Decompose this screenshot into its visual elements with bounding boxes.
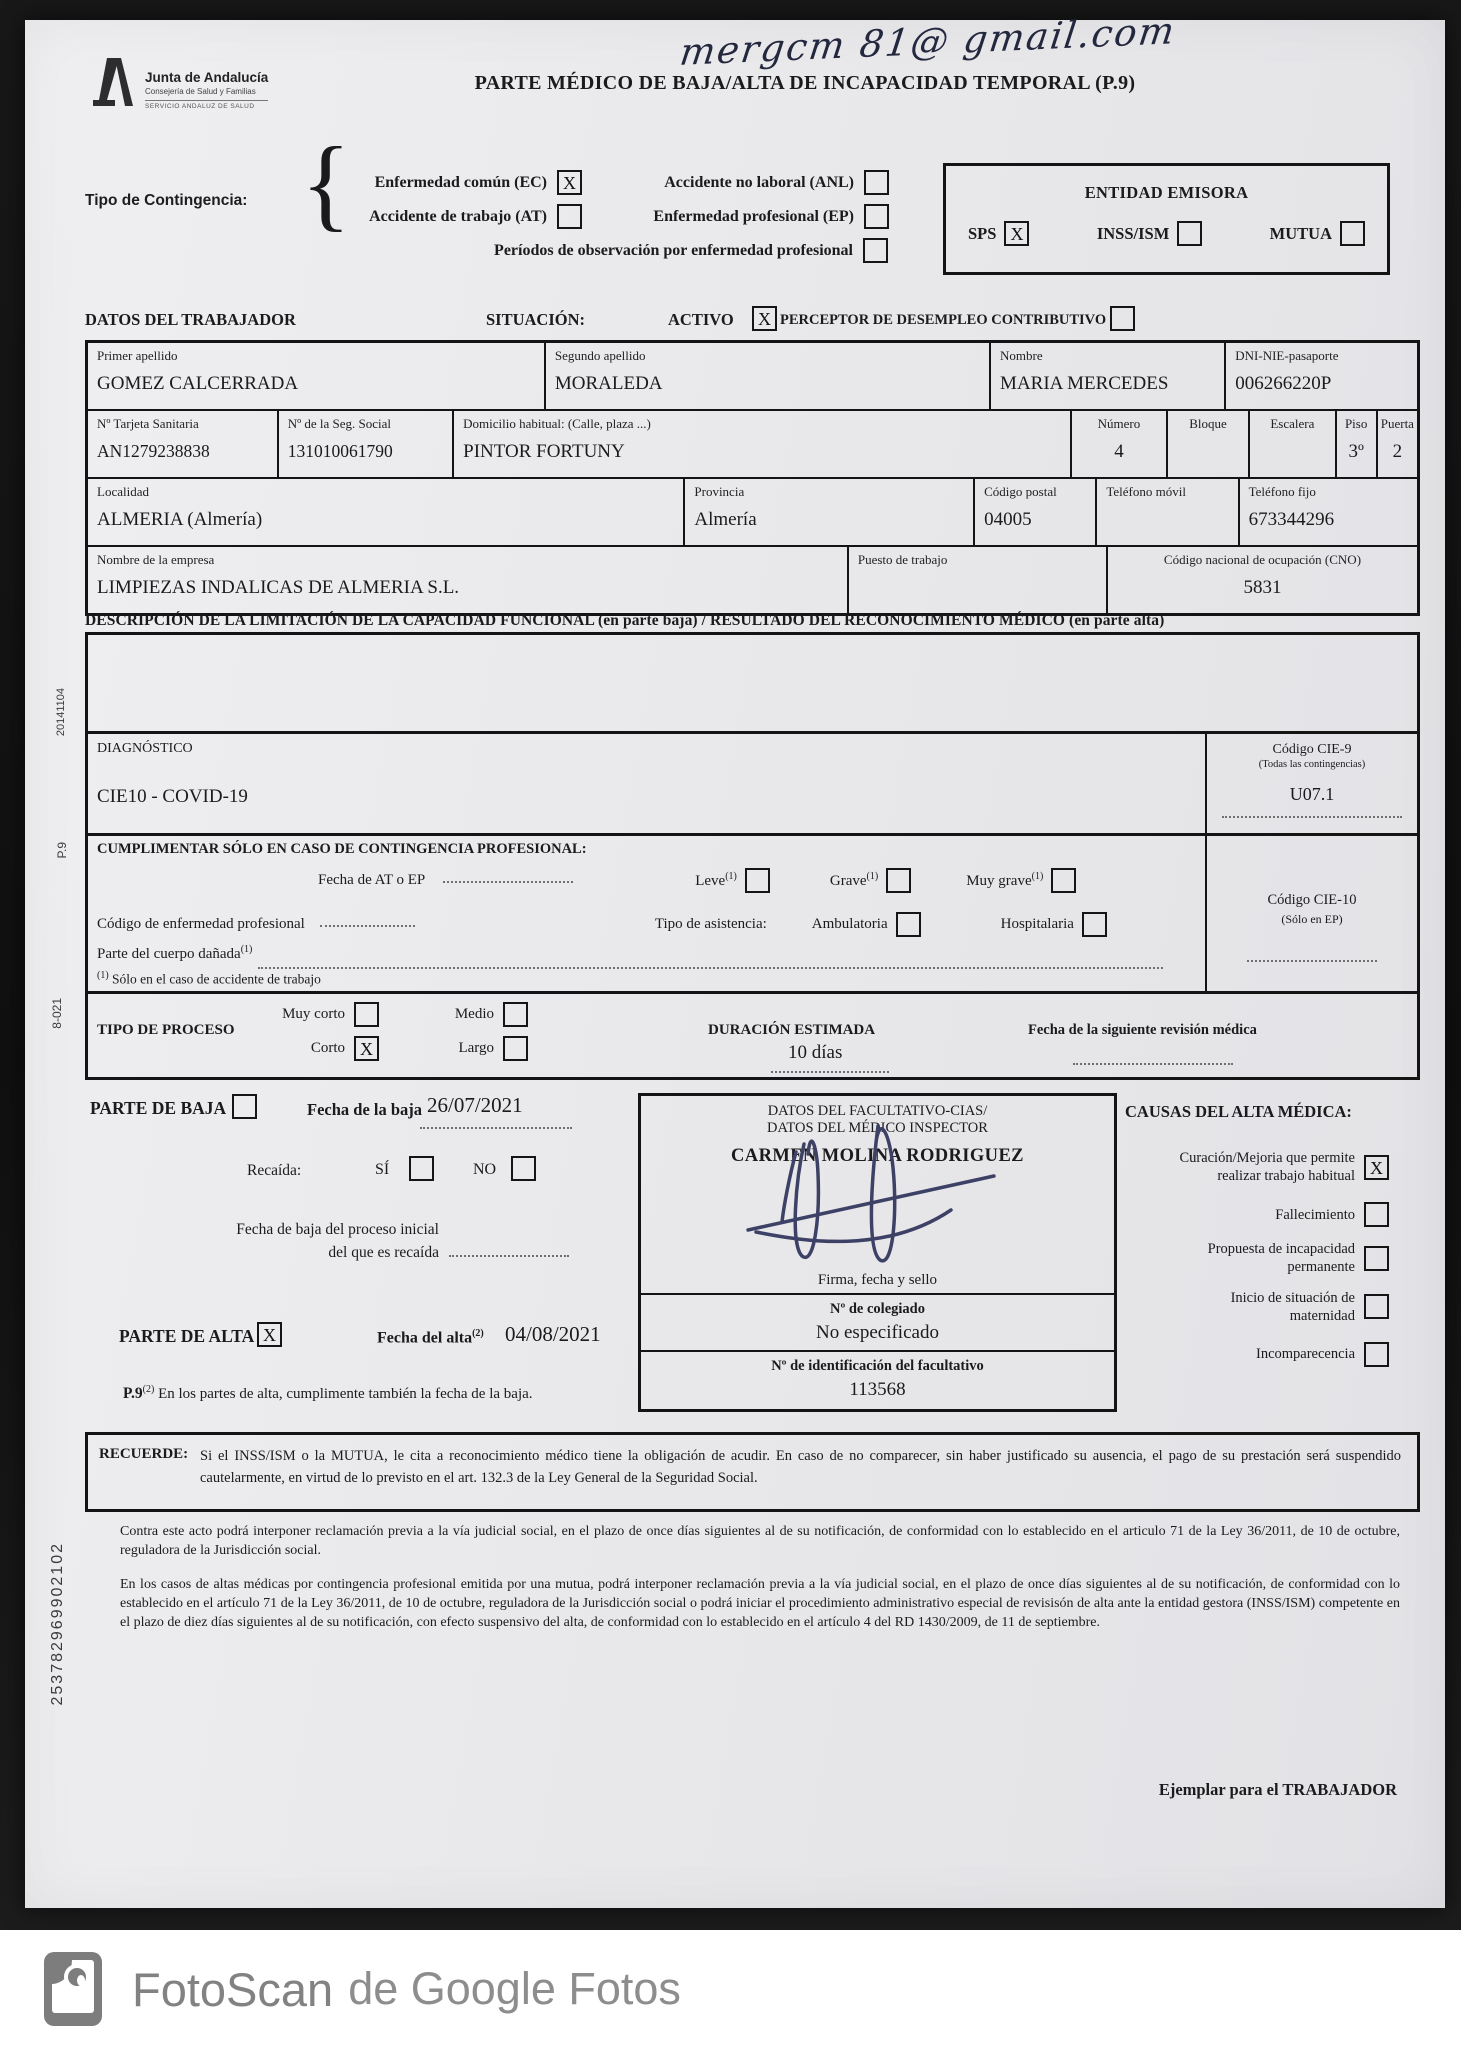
cie9-label: Código CIE-9 (1272, 742, 1352, 757)
causa-item: Incomparecencia (1125, 1342, 1389, 1367)
checkbox-muy-corto (354, 1002, 379, 1027)
facultativo-title-2: DATOS DEL MÉDICO INSPECTOR (767, 1120, 988, 1136)
checkbox-ec: X (557, 170, 582, 195)
field-label: Código nacional de ocupación (CNO) (1163, 552, 1362, 567)
legal-paragraph-1: Contra este acto podrá interponer reclamación previa a la vía judicial social, en el plazo de once días siguientes al de su notificación, de conformidad con lo establecido en el articulo 71 de la Ley 36/2011, de 10 de octubre, reguladora de la Jurisdicción social. (120, 1524, 1400, 1559)
entidad-title: ENTIDAD EMISORA (1084, 183, 1249, 202)
fecha-at-label: Fecha de AT o EP (318, 872, 426, 888)
document-title: PARTE MÉDICO DE BAJA/ALTA DE INCAPACIDAD TEMPORAL (P.9) (474, 72, 1136, 94)
option-at-label: Accidente de trabajo (AT) (369, 207, 547, 225)
contingencia-options (357, 170, 889, 272)
checkbox-parte-baja (232, 1094, 257, 1119)
field-value: 04005 (984, 509, 1032, 530)
tipo-proceso-label: TIPO DE PROCESO (97, 1022, 235, 1038)
checkbox-parte-alta: X (257, 1322, 282, 1347)
cie10-label: Código CIE-10 (1267, 892, 1357, 908)
activo-label: ACTIVO (668, 310, 734, 329)
cie9-sublabel: (Todas las contingencias) (1258, 759, 1366, 770)
logo-dept: Consejería de Salud y Familias (145, 87, 256, 96)
descripcion-title: DESCRIPCIÓN DE LA LIMITACIÓN DE LA CAPACIDAD FUNCIONAL (en parte baja) / RESULTADO DEL RECONOCIMIENTO MÉDICO (en parte alta) (85, 612, 1165, 629)
checkbox-ep (864, 204, 889, 229)
trabajador-section-title: DATOS DEL TRABAJADOR (85, 310, 296, 329)
facultativo-box (638, 1093, 1117, 1412)
colegiado-label: Nº de colegiado (829, 1301, 925, 1317)
checkbox-anl (864, 170, 889, 195)
field-label: Nº de la Seg. Social (287, 416, 392, 431)
table-row (88, 477, 1417, 545)
dotted-line (258, 964, 1163, 969)
dotted-line (449, 1252, 569, 1257)
causa-item: Fallecimiento (1125, 1202, 1389, 1227)
sps-label: SPS (968, 223, 997, 243)
table-row (88, 409, 1417, 477)
option-anl-label: Accidente no laboral (ANL) (664, 173, 854, 191)
si-label: SÍ (375, 1161, 390, 1178)
cie10-sublabel: (Sólo en EP) (1281, 912, 1343, 926)
field-label: Puesto de trabajo (857, 552, 948, 567)
field-value: 2 (1392, 441, 1403, 462)
parte-baja-title: PARTE DE BAJA (90, 1098, 227, 1118)
side-code-top: 20141104 (55, 688, 67, 737)
checkbox-maternidad (1364, 1294, 1389, 1319)
field-label: Escalera (1270, 416, 1315, 431)
dotted-line (420, 1124, 572, 1129)
checkbox-leve (745, 868, 770, 893)
scanned-document[interactable] (25, 9, 1445, 1908)
field-value: 5831 (1243, 577, 1282, 598)
field-label: Nombre de la empresa (97, 552, 215, 567)
causa-item: Propuesta de incapacidad permanente (1125, 1240, 1389, 1276)
cie9-value: U07.1 (1289, 784, 1335, 804)
checkbox-corto: X (354, 1036, 379, 1061)
fotoscan-icon (44, 1952, 102, 2026)
muy-corto-label: Muy corto (282, 1006, 345, 1022)
duracion-label: DURACIÓN ESTIMADA (708, 1022, 876, 1038)
field-label: Teléfono móvil (1106, 484, 1186, 499)
parte-alta-title: PARTE DE ALTA (119, 1326, 255, 1346)
table-row (88, 545, 1417, 613)
facultativo-title-1: DATOS DEL FACULTATIVO-CIAS/ (767, 1103, 988, 1119)
checkbox-incapacidad (1364, 1246, 1389, 1271)
brace-glyph: { (301, 126, 351, 241)
colegiado-value: No especificado (816, 1322, 939, 1343)
legal-text (120, 1522, 1400, 1633)
checkbox-grave (886, 868, 911, 893)
field-label: Primer apellido (97, 348, 178, 363)
diagnostico-area (88, 731, 1417, 833)
field-value: 673344296 (1248, 509, 1335, 530)
field-label: Bloque (1189, 416, 1227, 431)
corto-label: Corto (310, 1040, 345, 1056)
field-value: MARIA MERCEDES (1000, 373, 1169, 394)
side-code-barcode-number: 253782969902102 (49, 1542, 66, 1706)
field-value: PINTOR FORTUNY (463, 441, 625, 462)
field-value: ALMERIA (Almería) (97, 509, 263, 530)
checkbox-si (409, 1156, 434, 1181)
field-value: Almería (694, 509, 757, 530)
recuerde-text: Si el INSS/ISM o la MUTUA, le cita a reconocimiento médico tiene la obligación de acudir. En caso de no comparecer, sin haber justificado su ausencia, el pago de su prestación será suspendido cautelarmente, en virtud de lo previsto en el art. 132.3 de la Ley General de la Seguridad Social. (200, 1448, 1401, 1486)
codigo-ep-label: Código de enfermedad profesional (97, 916, 305, 932)
field-label: Teléfono fijo (1248, 484, 1316, 499)
checkbox-perceptor (1110, 306, 1135, 331)
field-label: Número (1097, 416, 1141, 431)
option-obs-label: Períodos de observación por enfermedad profesional (494, 241, 853, 259)
field-value: GOMEZ CALCERRADA (97, 373, 299, 394)
field-value: 131010061790 (287, 441, 393, 461)
checkbox-fallecimiento (1364, 1202, 1389, 1227)
legal-paragraph-2: En los casos de altas médicas por contingencia profesional emitida por una mutua, podrá interponer reclamación previa a la vía judicial social, en el plazo de once días siguientes al de su notificación, de conformidad con lo establecido en el artículo 71 de la Ley 36/2011, de 10 de octubre, reguladora de la Jurisdicción social o podrá iniciar el procedimiento administrativo especial de revisisón de alta ante la entidad gestora (INSS/ISM) competente en el plazo de diez días siguientes al de su notificación, con efecto suspensivo del alta, de conformidad con lo establecido en el artículo 4 del RD 1430/2009, de 11 de septiembre. (120, 1576, 1400, 1631)
duracion-value: 10 días (788, 1042, 843, 1063)
checkbox-activo: X (752, 306, 777, 331)
handwritten-email: mergcm 81@ gmail.com (677, 9, 1179, 74)
checkbox-inss (1177, 221, 1202, 246)
field-value: LIMPIEZAS INDALICAS DE ALMERIA S.L. (97, 577, 460, 598)
descripcion-area (88, 635, 1417, 731)
logo-org: SERVICIO ANDALUZ DE SALUD (145, 100, 268, 110)
id-facultativo-label: Nº de identificación del facultativo (771, 1358, 984, 1374)
causa-item: Inicio de situación de maternidad (1125, 1289, 1389, 1325)
option-ep-label: Enfermedad profesional (EP) (653, 207, 854, 225)
footnote: $^{(1)}$ Sólo en el caso de accidente de trabajo (97, 970, 321, 987)
ejemplar-label: Ejemplar para el TRABAJADOR (1158, 1780, 1397, 1799)
checkbox-mutua (1340, 221, 1365, 246)
field-label: Domicilio habitual: (Calle, plaza ...) (463, 416, 651, 431)
causas-alta-section (1125, 1102, 1389, 1367)
p9-footnote: P.9$^{(2)}$ En los partes de alta, cumplimente también la fecha de la baja. (123, 1384, 533, 1402)
dotted-line (1073, 1060, 1233, 1065)
trabajador-table (85, 340, 1420, 616)
clinical-box (85, 632, 1420, 1080)
recaida-label: Recaída: (247, 1162, 302, 1179)
side-code-p9: P.9 (55, 842, 69, 859)
field-value: AN1279238838 (97, 441, 210, 461)
parte-cuerpo-label: Parte del cuerpo dañada$^{(1)}$ (97, 944, 253, 962)
field-label: Puerta (1380, 416, 1414, 431)
checkbox-at (557, 204, 582, 229)
fotoscan-icon-lens (64, 1964, 90, 1990)
field-label: Nombre (1000, 348, 1043, 363)
checkbox-muy-grave (1051, 868, 1076, 893)
muy-grave-label: Muy grave$^{(1)}$ (966, 871, 1044, 889)
field-label: Localidad (97, 484, 149, 499)
field-label: Código postal (984, 484, 1057, 499)
hospitalaria-label: Hospitalaria (1000, 916, 1074, 932)
checkbox-obs (863, 238, 888, 263)
id-facultativo-value: 113568 (849, 1379, 906, 1400)
field-value: MORALEDA (554, 373, 663, 394)
checkbox-incomparecencia (1364, 1342, 1389, 1367)
fecha-alta-value: 04/08/2021 (505, 1322, 601, 1346)
proceso-inicial-label: Fecha de baja del proceso inicial del que es recaída (236, 1221, 439, 1262)
causas-title: CAUSAS DEL ALTA MÉDICA: (1125, 1102, 1352, 1121)
junta-logo-icon (85, 56, 137, 114)
dotted-line (443, 878, 573, 883)
checkbox-curacion: X (1364, 1155, 1389, 1180)
recuerde-label: RECUERDE: (99, 1446, 189, 1462)
option-ec-label: Enfermedad común (EC) (374, 173, 547, 191)
revision-label: Fecha de la siguiente revisión médica (1028, 1022, 1257, 1038)
dotted-line (771, 1068, 889, 1073)
leve-label: Leve$^{(1)}$ (695, 871, 737, 889)
field-value: 3º (1348, 441, 1364, 462)
tipo-proceso-area (88, 991, 1417, 1077)
fecha-baja-label: Fecha de la baja (307, 1100, 423, 1119)
no-label: NO (473, 1161, 497, 1178)
diagnostico-label: DIAGNÓSTICO (97, 741, 193, 756)
checkbox-largo (503, 1036, 528, 1061)
entidad-emisora-box (943, 163, 1390, 275)
field-label: Provincia (694, 484, 745, 499)
recuerde-box (85, 1432, 1420, 1512)
checkbox-hospitalaria (1082, 912, 1107, 937)
mutua-label: MUTUA (1269, 223, 1332, 243)
field-value: 4 (1114, 441, 1124, 462)
diagnostico-value: CIE10 - COVID-19 (97, 786, 248, 807)
grave-label: Grave$^{(1)}$ (829, 871, 879, 889)
checkbox-sps: X (1004, 221, 1029, 246)
ambulatoria-label: Ambulatoria (811, 916, 888, 932)
fotoscan-suffix: de Google Fotos (348, 1963, 681, 2014)
field-label: DNI-NIE-pasaporte (1235, 348, 1339, 363)
facultativo-name: CARMEN MOLINA RODRIGUEZ (731, 1146, 1024, 1166)
contingencia-profesional-area (88, 833, 1417, 991)
checkbox-medio (503, 1002, 528, 1027)
causa-item: Curación/Mejoria que permite realizar trabajo habitual X (1125, 1149, 1389, 1185)
medio-label: Medio (454, 1006, 494, 1022)
situacion-label: SITUACIÓN: (486, 310, 586, 329)
checkbox-ambulatoria (896, 912, 921, 937)
inss-label: INSS/ISM (1096, 223, 1170, 243)
dotted-line (1222, 813, 1402, 818)
contingencia-label: Tipo de Contingencia: (85, 192, 248, 209)
junta-andalucia-logo (85, 56, 268, 114)
field-label: Piso (1344, 416, 1368, 431)
fecha-baja-value: 26/07/2021 (427, 1093, 523, 1117)
signature (726, 1114, 1036, 1274)
field-label: Nº Tarjeta Sanitaria (97, 416, 199, 431)
fotoscan-brand: FotoScan (132, 1962, 334, 2016)
tipo-asistencia-label: Tipo de asistencia: (654, 916, 767, 932)
firma-label: Firma, fecha y sello (817, 1272, 938, 1288)
checkbox-no (511, 1156, 536, 1181)
dotted-line (1247, 957, 1377, 962)
field-label: Segundo apellido (554, 348, 646, 363)
field-value: 006266220P (1235, 373, 1332, 394)
fecha-alta-label: Fecha del alta$^{(2)}$ (377, 1328, 484, 1347)
logo-name: Junta de Andalucía (145, 70, 269, 85)
profesional-title: CUMPLIMENTAR SÓLO EN CASO DE CONTINGENCIA PROFESIONAL: (97, 841, 587, 857)
side-code-form: 8-021 (50, 998, 64, 1029)
perceptor-label: PERCEPTOR DE DESEMPLEO CONTRIBUTIVO (780, 312, 1107, 328)
largo-label: Largo (458, 1040, 494, 1056)
dotted-line (320, 922, 415, 927)
fotoscan-footer (0, 1930, 1461, 2048)
table-row (88, 343, 1417, 409)
